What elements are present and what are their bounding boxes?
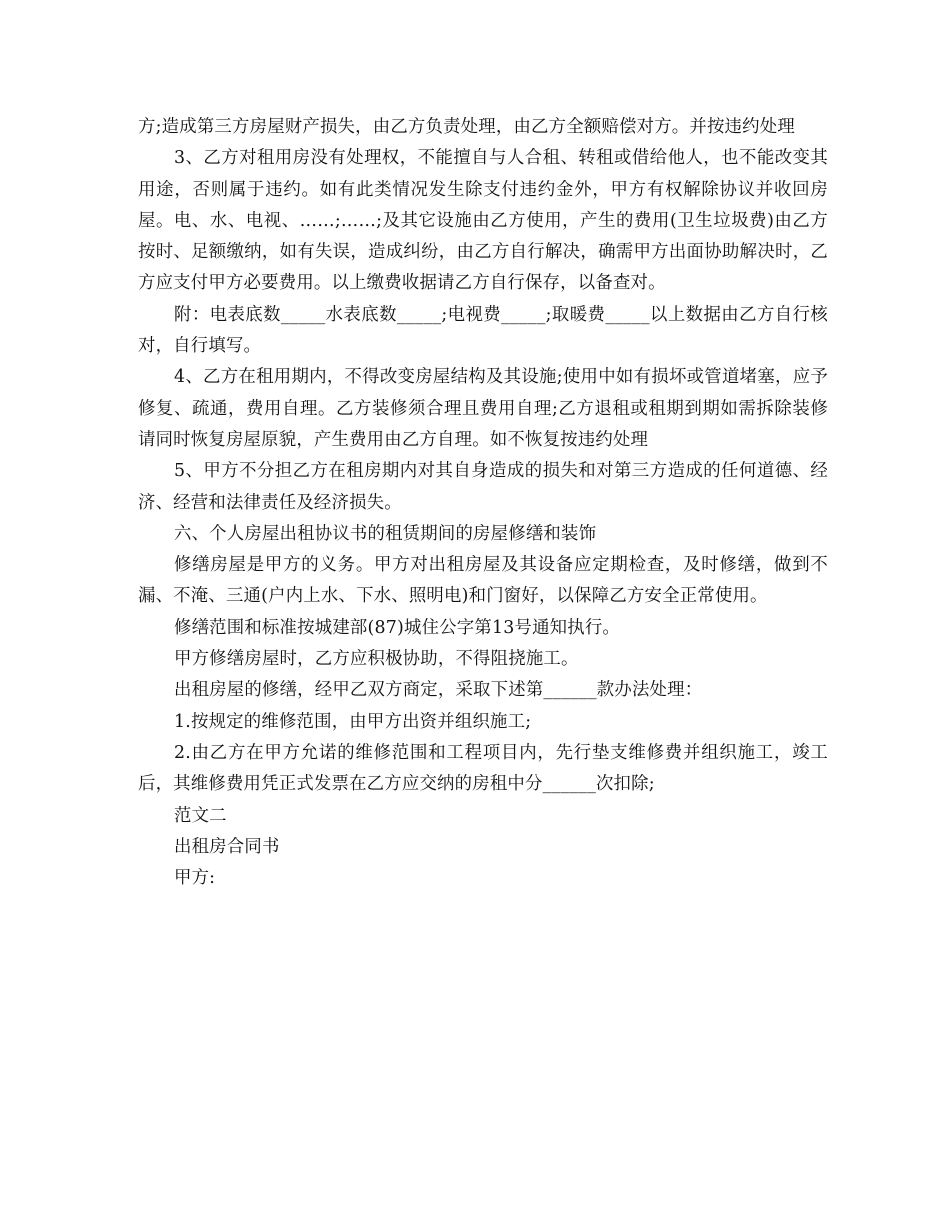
paragraph-continuation: 方;造成第三方房屋财产损失，由乙方负责处理，由乙方全额赔偿对方。并按违约处理 (138, 117, 795, 137)
paragraph-clause-5: 5、甲方不分担乙方在租房期内对其自身造成的损失和对第三方造成的任何道德、经济、经营和法律责任及经济损失。 (138, 461, 828, 513)
paragraph-repair-duty: 修缮房屋是甲方的义务。甲方对出租房屋及其设备应定期检查，及时修缮，做到不漏、不淹、三通(户内上水、下水、照明电)和门窗好，以保障乙方安全正常使用。 (138, 555, 828, 607)
section-heading-repairs: 六、个人房屋出租协议书的租赁期间的房屋修缮和装饰 (174, 523, 597, 544)
paragraph-method-2: 2.由乙方在甲方允诺的维修范围和工程项目内，先行垫支维修费并组织施工，竣工后，其维修费用凭正式发票在乙方应交纳的房租中分______次扣除; (138, 742, 828, 795)
heading-sample-two: 范文二 (174, 805, 227, 826)
paragraph-repair-cooperation: 甲方修缮房屋时，乙方应积极协助，不得阻挠施工。 (174, 649, 579, 670)
paragraph-repair-standard: 修缮范围和标准按城建部(87)城住公字第13号通知执行。 (174, 617, 621, 638)
document-body (138, 112, 828, 894)
heading-contract-title: 出租房合同书 (174, 836, 280, 857)
paragraph-clause-4: 4、乙方在租用期内，不得改变房屋结构及其设施;使用中如有损坏或管道堵塞，应予修复、疏通，费用自理。乙方装修须合理且费用自理;乙方退租或租期到期如需拆除装修请同时恢复房屋原貌，产生费用由乙方自理。如不恢复按违约处理 (138, 367, 828, 450)
paragraph-method-1: 1.按规定的维修范围，由甲方出资并组织施工; (174, 711, 532, 732)
paragraph-clause-3: 3、乙方对租用房没有处理权，不能擅自与人合租、转租或借给他人，也不能改变其用途，否则属于违约。如有此类情况发生除支付违约金外，甲方有权解除协议并收回房屋。电、水、电视、……;……;及其它设施由乙方使用，产生的费用(卫生垃圾费)由乙方按时、足额缴纳，如有失误，造成纠纷，由乙方自行解决，确需甲方出面协助解决时，乙方应支付甲方必要费用。以上缴费收据请乙方自行保存，以备查对。 (138, 148, 828, 294)
paragraph-repair-method: 出租房屋的修缮，经甲乙双方商定，采取下述第______款办法处理： (174, 680, 703, 701)
party-a-label: 甲方: (174, 868, 216, 889)
paragraph-meter-readings: 附：电表底数_____水表底数_____;电视费_____;取暖费_____以上数据由乙方自行核对，自行填写。 (138, 304, 828, 357)
